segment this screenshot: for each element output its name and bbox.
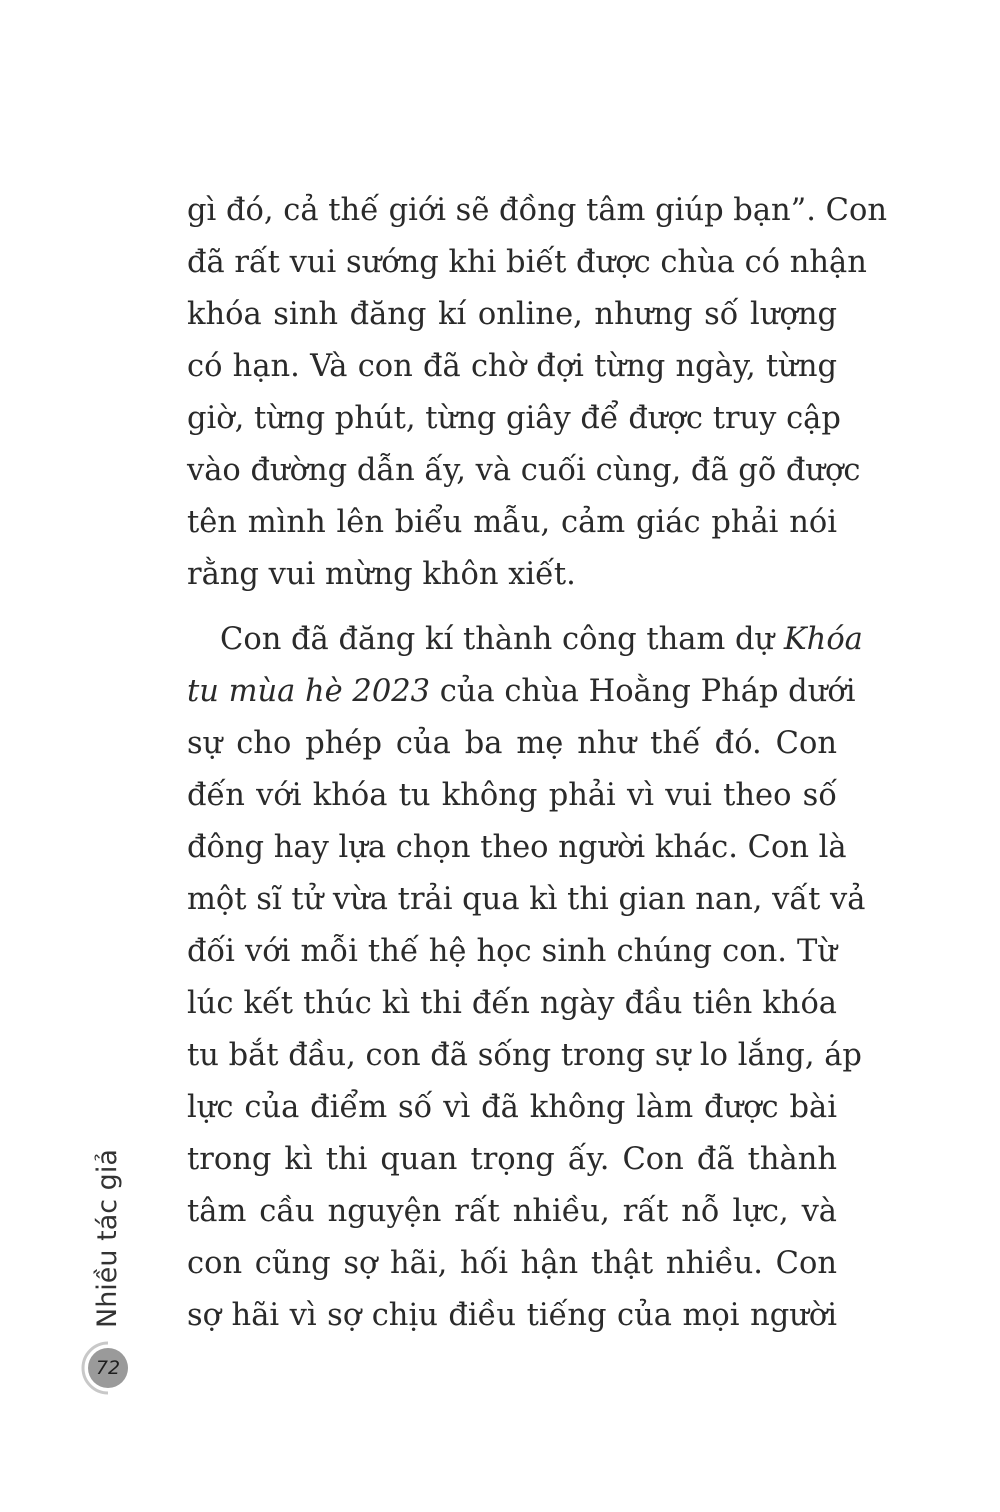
text-line: lực của điểm số vì đã không làm được bài [187, 1090, 837, 1125]
text-line [187, 614, 863, 666]
book-title-italic: Khóa [783, 622, 863, 657]
text-line: tu bắt đầu, con đã sống trong sự lo lắng, áp [187, 1038, 862, 1073]
text-line: sợ hãi vì sợ chịu điều tiếng của mọi người [187, 1298, 837, 1333]
text-line: đông hay lựa chọn theo người khác. Con là [187, 830, 847, 865]
page-number: 72 [88, 1348, 128, 1388]
text-line: một sĩ tử vừa trải qua kì thi gian nan, vất vả [187, 882, 866, 917]
text-line: đến với khóa tu không phải vì vui theo số [187, 778, 837, 813]
text-run: Con đã đăng kí thành công tham dự [220, 622, 784, 657]
text-line: đã rất vui sướng khi biết được chùa có nhận [187, 245, 867, 280]
running-author: Nhiều tác giả [92, 1149, 123, 1328]
text-line [187, 666, 856, 718]
text-line: lúc kết thúc kì thi đến ngày đầu tiên khóa [187, 986, 837, 1021]
text-run: của chùa Hoằng Pháp dưới [430, 674, 856, 709]
text-line: trong kì thi quan trọng ấy. Con đã thành [187, 1142, 837, 1177]
book-title-italic: tu mùa hè 2023 [187, 674, 431, 709]
text-line: con cũng sợ hãi, hối hận thật nhiều. Con [187, 1246, 837, 1281]
text-line: giờ, từng phút, từng giây để được truy cập [187, 401, 841, 436]
text-line: vào đường dẫn ấy, và cuối cùng, đã gõ được [187, 453, 861, 488]
text-line: tâm cầu nguyện rất nhiều, rất nỗ lực, và [187, 1194, 837, 1229]
paragraph-1 [187, 185, 887, 601]
paragraph-2 [187, 614, 866, 1342]
page-number-badge [80, 1340, 136, 1396]
text-line: sự cho phép của ba mẹ như thế đó. Con [187, 726, 837, 761]
text-line: gì đó, cả thế giới sẽ đồng tâm giúp bạn”. Con [187, 193, 887, 228]
text-line: khóa sinh đăng kí online, nhưng số lượng [187, 297, 837, 332]
text-line: tên mình lên biểu mẫu, cảm giác phải nói [187, 505, 837, 540]
text-line: đối với mỗi thế hệ học sinh chúng con. Từ [187, 934, 837, 969]
text-line: có hạn. Và con đã chờ đợi từng ngày, từng [187, 349, 837, 384]
text-line: rằng vui mừng khôn xiết. [187, 557, 576, 592]
